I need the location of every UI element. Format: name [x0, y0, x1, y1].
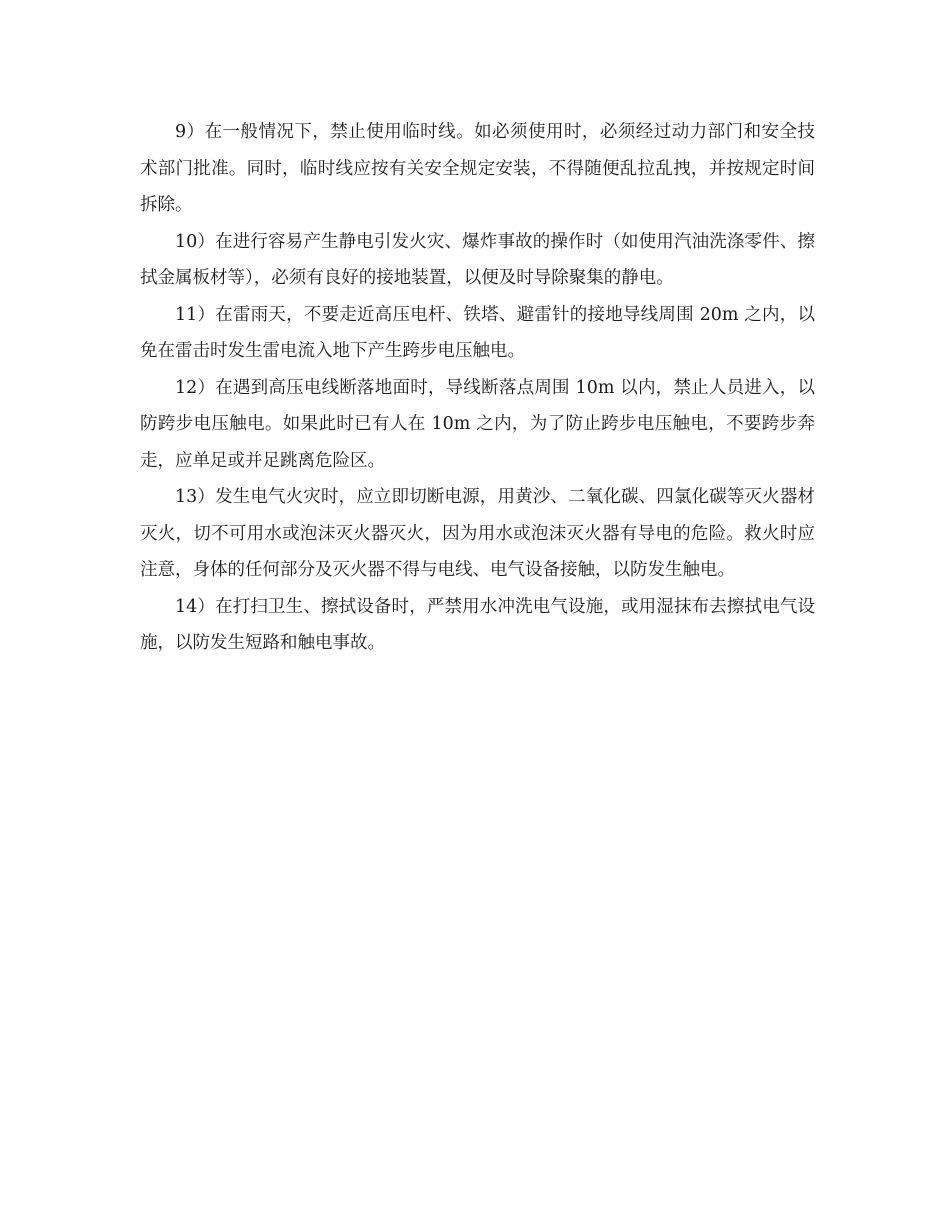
document-body [140, 114, 815, 662]
paragraph-item-11: 11）在雷雨天，不要走近高压电杆、铁塔、避雷针的接地导线周围 20m 之内，以免在雷击时发生雷电流入地下产生跨步电压触电。 [140, 304, 815, 361]
paragraph-item-12: 12）在遇到高压电线断落地面时，导线断落点周围 10m 以内，禁止人员进入，以防跨步电压触电。如果此时已有人在 10m 之内，为了防止跨步电压触电，不要跨步奔走，应单足或并足跳离危险区。 [140, 377, 815, 471]
paragraph-item-10: 10）在进行容易产生静电引发火灾、爆炸事故的操作时（如使用汽油洗涤零件、擦拭金属板材等），必须有良好的接地装置，以便及时导除聚集的静电。 [140, 231, 815, 288]
paragraph-item-13: 13）发生电气火灾时，应立即切断电源，用黄沙、二氧化碳、四氯化碳等灭火器材灭火，切不可用水或泡沫灭火器灭火，因为用水或泡沫灭火器有导电的危险。救火时应注意，身体的任何部分及灭火器不得与电线、电气设备接触，以防发生触电。 [140, 487, 815, 580]
paragraph-item-9: 9）在一般情况下，禁止使用临时线。如必须使用时，必须经过动力部门和安全技术部门批准。同时，临时线应按有关安全规定安装，不得随便乱拉乱拽，并按规定时间拆除。 [140, 122, 815, 215]
paragraph-item-14: 14）在打扫卫生、擦拭设备时，严禁用水冲洗电气设施，或用湿抹布去擦拭电气设施，以防发生短路和触电事故。 [140, 596, 815, 653]
